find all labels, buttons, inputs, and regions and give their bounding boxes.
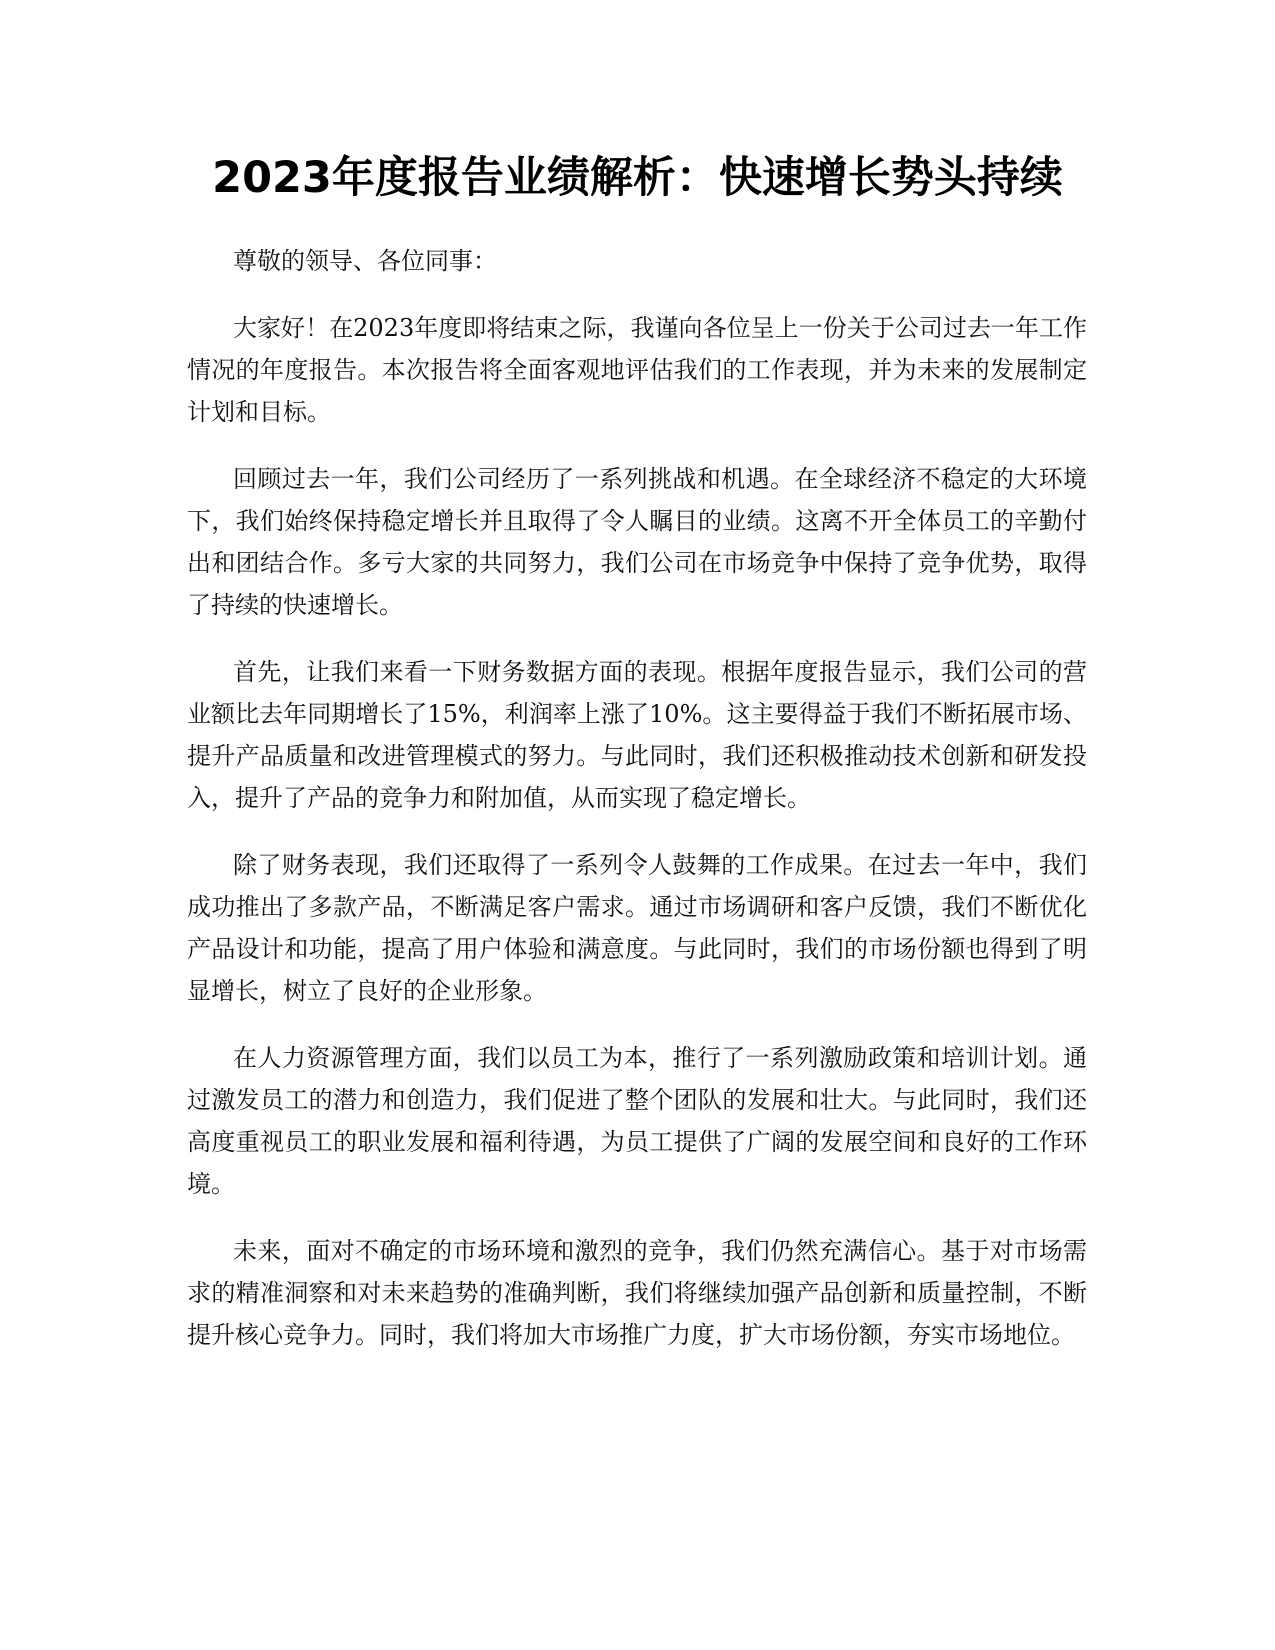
review-paragraph: 回顾过去一年，我们公司经历了一系列挑战和机遇。在全球经济不稳定的大环境下，我们始终保持稳定增长并且取得了令人瞩目的业绩。这离不开全体员工的辛勤付出和团结合作。多亏大家的共同努力，我们公司在市场竞争中保持了竞争优势，取得了持续的快速增长。 [187,465,1087,619]
document-body [187,240,1087,1381]
future-paragraph: 未来，面对不确定的市场环境和激烈的竞争，我们仍然充满信心。基于对市场需求的精准洞察和对未来趋势的准确判断，我们将继续加强产品创新和质量控制，不断提升核心竞争力。同时，我们将加大市场推广力度，扩大市场份额，夯实市场地位。 [187,1237,1087,1349]
hr-paragraph: 在人力资源管理方面，我们以员工为本，推行了一系列激励政策和培训计划。通过激发员工的潜力和创造力，我们促进了整个团队的发展和壮大。与此同时，我们还高度重视员工的职业发展和福利待遇，为员工提供了广阔的发展空间和良好的工作环境。 [187,1044,1087,1198]
achievements-paragraph: 除了财务表现，我们还取得了一系列令人鼓舞的工作成果。在过去一年中，我们成功推出了多款产品，不断满足客户需求。通过市场调研和客户反馈，我们不断优化产品设计和功能，提高了用户体验和满意度。与此同时，我们的市场份额也得到了明显增长，树立了良好的企业形象。 [187,851,1087,1005]
financial-paragraph: 首先，让我们来看一下财务数据方面的表现。根据年度报告显示，我们公司的营业额比去年同期增长了15%，利润率上涨了10%。这主要得益于我们不断拓展市场、提升产品质量和改进管理模式的努力。与此同时，我们还积极推动技术创新和研发投入，提升了产品的竞争力和附加值，从而实现了稳定增长。 [187,658,1087,812]
salutation-paragraph: 尊敬的领导、各位同事： [233,247,497,275]
intro-paragraph: 大家好！在2023年度即将结束之际，我谨向各位呈上一份关于公司过去一年工作情况的年度报告。本次报告将全面客观地评估我们的工作表现，并为未来的发展制定计划和目标。 [187,314,1087,426]
document-title: 2023年度报告业绩解析：快速增长势头持续 [212,153,1063,203]
